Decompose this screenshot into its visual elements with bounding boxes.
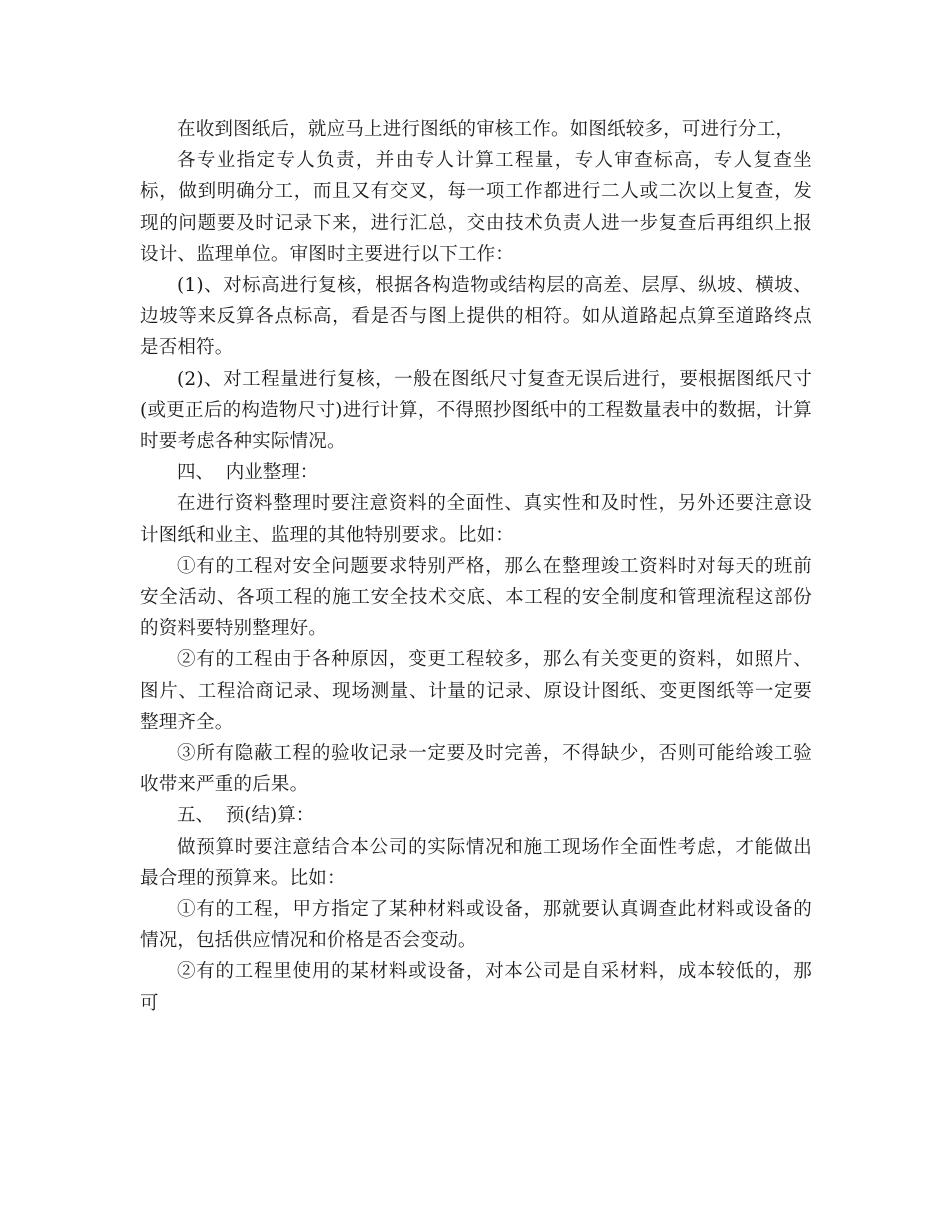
paragraph: ②有的工程由于各种原因，变更工程较多，那么有关变更的资料，如照片、图片、工程洽商记录、现场测量、计量的记录、原设计图纸、变更图纸等一定要整理齐全。: [140, 649, 812, 733]
paragraph: 在进行资料整理时要注意资料的全面性、真实性和及时性，另外还要注意设计图纸和业主、监理的其他特别要求。比如：: [140, 493, 812, 546]
document-body: [140, 114, 812, 1019]
section-heading: 四、 内业整理：: [177, 462, 319, 484]
paragraph: ①有的工程对安全问题要求特别严格，那么在整理竣工资料时对每天的班前安全活动、各项工程的施工安全技术交底、本工程的安全制度和管理流程这部份的资料要特别整理好。: [140, 555, 812, 640]
paragraph: (2)、对工程量进行复核，一般在图纸尺寸复查无误后进行，要根据图纸尺寸(或更正后的构造物尺寸)进行计算，不得照抄图纸中的工程数量表中的数据，计算时要考虑各种实际情况。: [140, 368, 812, 453]
section-heading: 五、 预(结)算：: [177, 805, 315, 827]
paragraph: ③所有隐蔽工程的验收记录一定要及时完善，不得缺少，否则可能给竣工验收带来严重的后果。: [140, 743, 812, 796]
paragraph: ②有的工程里使用的某材料或设备，对本公司是自采材料，成本较低的，那可: [140, 961, 812, 1014]
paragraph: 各专业指定专人负责，并由专人计算工程量，专人审查标高，专人复查坐标，做到明确分工，而且又有交叉，每一项工作都进行二人或二次以上复查，发现的问题要及时记录下来，进行汇总，交由技术负责人进一步复查后再组织上报设计、监理单位。审图时主要进行以下工作：: [140, 150, 812, 265]
paragraph: 在收到图纸后，就应马上进行图纸的审核工作。如图纸较多，可进行分工，: [177, 119, 795, 140]
paragraph: 做预算时要注意结合本公司的实际情况和施工现场作全面性考虑，才能做出最合理的预算来。比如：: [140, 836, 812, 889]
paragraph: (1)、对标高进行复核，根据各构造物或结构层的高差、层厚、纵坡、横坡、边坡等来反算各点标高，看是否与图上提供的相符。如从道路起点算至道路终点是否相符。: [140, 275, 812, 359]
paragraph: ①有的工程，甲方指定了某种材料或设备，那就要认真调查此材料或设备的情况，包括供应情况和价格是否会变动。: [140, 899, 812, 952]
